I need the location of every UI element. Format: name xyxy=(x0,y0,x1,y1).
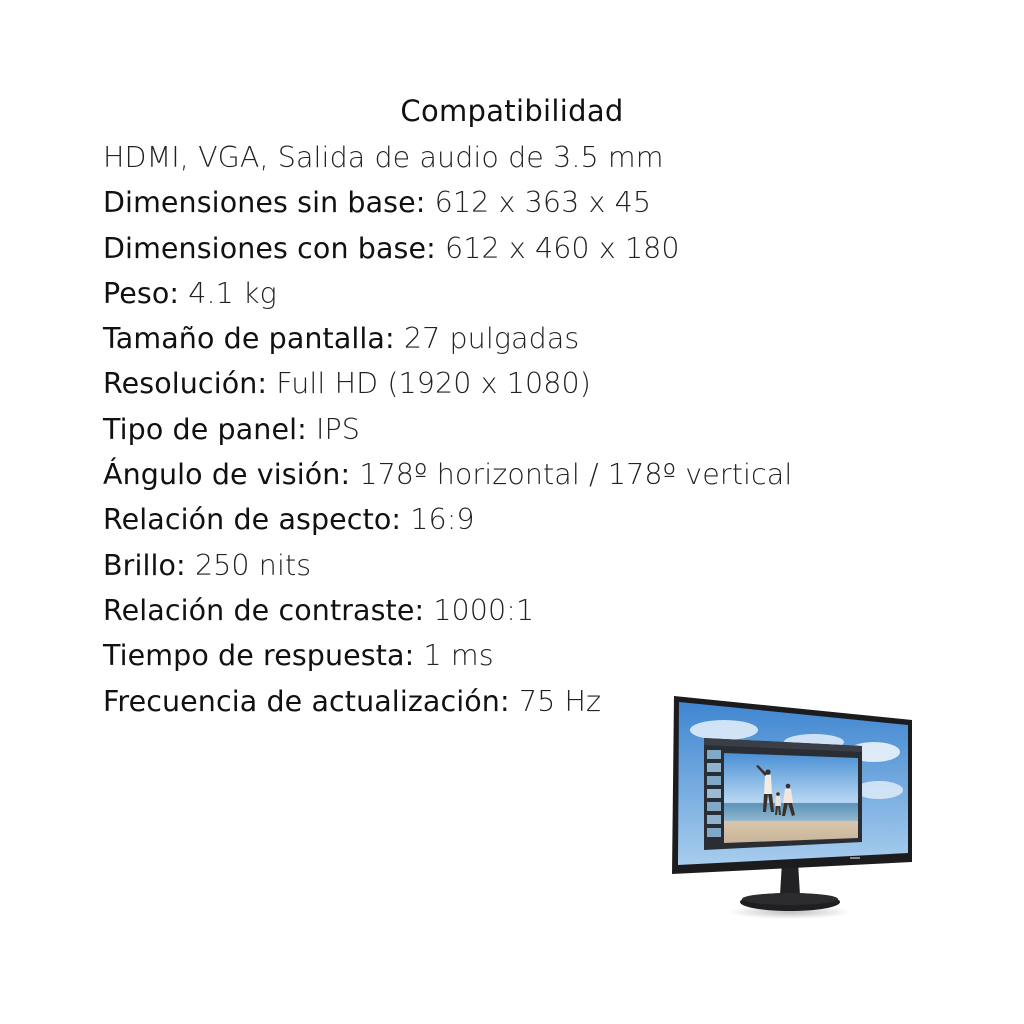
page-title: Compatibilidad xyxy=(400,94,624,128)
spec-label: Ángulo de visión: xyxy=(103,458,351,492)
spec-value: 1000:1 xyxy=(433,593,535,627)
spec-label: Relación de contraste: xyxy=(103,593,425,627)
spec-row-ports xyxy=(103,135,883,180)
monitor-stand-base-top xyxy=(742,893,838,905)
spec-row-response-time xyxy=(103,633,883,678)
spec-value: 178º horizontal / 178º vertical xyxy=(359,458,793,492)
spec-value: 75 Hz xyxy=(518,684,602,718)
thumbnail xyxy=(707,763,721,772)
spec-row-brightness xyxy=(103,543,883,588)
spec-row-panel-type xyxy=(103,407,883,452)
spec-label: Tiempo de respuesta: xyxy=(103,639,415,673)
monitor-product-image xyxy=(664,690,920,922)
spec-row-weight xyxy=(103,271,883,316)
cloud xyxy=(690,720,758,740)
thumbnail xyxy=(707,776,721,785)
spec-row-viewing-angle xyxy=(103,452,883,497)
spec-label: Brillo: xyxy=(103,548,186,582)
spec-value: 612 x 363 x 45 xyxy=(434,186,652,220)
thumbnail xyxy=(707,815,721,824)
spec-value: 1 ms xyxy=(423,639,494,673)
thumbnail xyxy=(707,802,721,811)
spec-row-screen-size xyxy=(103,316,883,361)
spec-row-dimensions-no-stand xyxy=(103,180,883,225)
spec-value: 27 pulgadas xyxy=(403,322,580,356)
spec-value: HDMI, VGA, Salida de audio de 3.5 mm xyxy=(103,141,664,174)
spec-label: Frecuencia de actualización: xyxy=(103,684,510,718)
spec-label: Resolución: xyxy=(103,367,268,401)
spec-label: Peso: xyxy=(103,276,180,310)
spec-row-resolution xyxy=(103,361,883,406)
thumbnail xyxy=(707,750,721,759)
spec-row-aspect-ratio xyxy=(103,497,883,542)
app-window xyxy=(704,738,862,850)
spec-label: Dimensiones sin base: xyxy=(103,186,426,220)
spec-value: 16:9 xyxy=(410,503,475,537)
spec-value: 612 x 460 x 180 xyxy=(444,231,680,265)
spec-list xyxy=(103,135,883,724)
spec-label: Tamaño de pantalla: xyxy=(103,322,395,356)
thumbnail xyxy=(707,789,721,798)
cloud xyxy=(855,781,903,799)
spec-value: 4.1 kg xyxy=(188,276,277,310)
spec-label: Dimensiones con base: xyxy=(103,231,436,265)
spec-row-contrast-ratio xyxy=(103,588,883,633)
spec-value: IPS xyxy=(315,412,360,446)
brand-logo xyxy=(850,857,860,859)
spec-row-dimensions-with-stand xyxy=(103,226,883,271)
spec-value: 250 nits xyxy=(194,548,312,582)
spec-label: Tipo de panel: xyxy=(103,412,307,446)
monitor-illustration xyxy=(664,690,920,922)
spec-label: Relación de aspecto: xyxy=(103,503,402,537)
spec-value: Full HD (1920 x 1080) xyxy=(276,367,591,401)
thumbnail xyxy=(707,828,721,837)
